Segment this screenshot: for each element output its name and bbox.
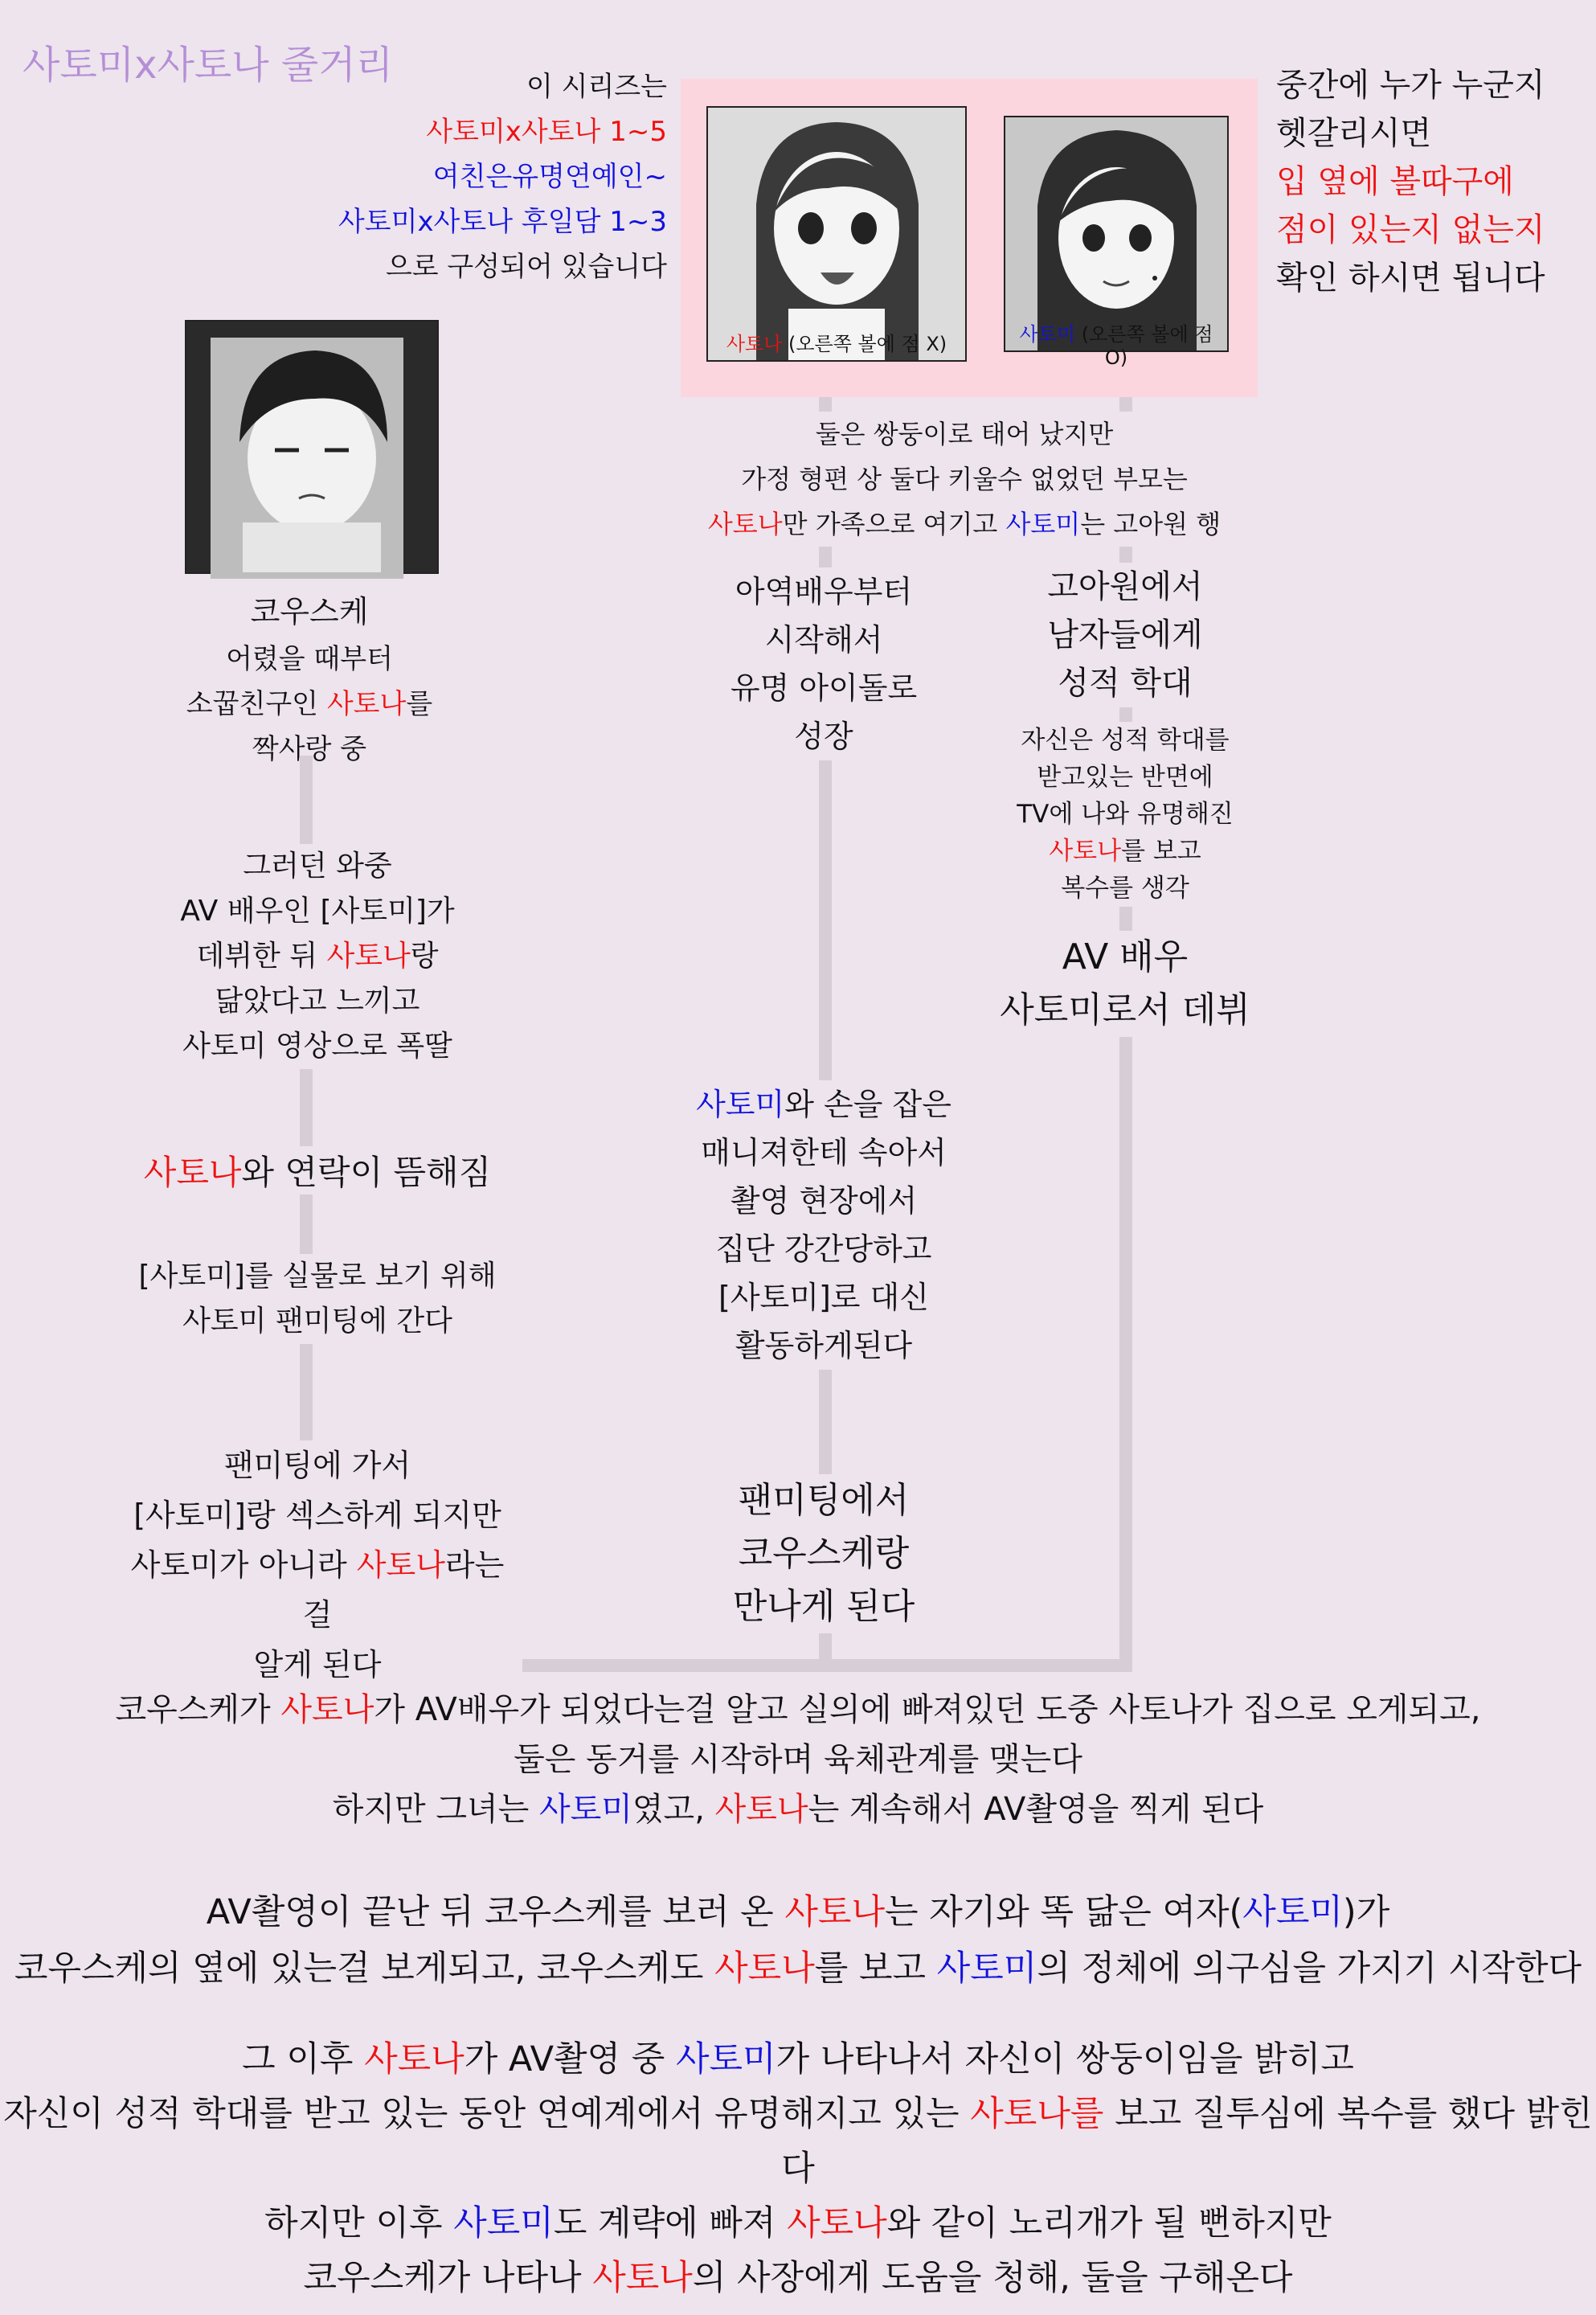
hint-line: 입 옆에 볼따구에 — [1276, 163, 1514, 200]
kousuke-block-line: 팬미팅에 가서 — [223, 1448, 411, 1483]
twin-portrait-panel — [681, 79, 1258, 397]
series-intro-line: 으로 구성되어 있습니다 — [385, 251, 667, 283]
satona-block-line: 활동하게된다 — [735, 1328, 913, 1363]
twins-line: 둘은 쌍둥이로 태어 났지만 — [815, 419, 1114, 449]
satona-portrait — [706, 106, 967, 362]
series-intro-line: 사토미x사토나 후일담 1~3 — [338, 206, 667, 238]
satomi-block-line: 자신은 성적 학대를 — [1021, 726, 1230, 755]
satomi-block-line: 남자들에게 — [1047, 617, 1203, 654]
satomi-block-2 — [980, 722, 1270, 907]
satona-portrait-image — [708, 108, 965, 360]
summary-line: 코우스케가 사토나가 AV배우가 되었다는걸 알고 실의에 빠져있던 도중 사토나가 집으로 오게되고, — [115, 1691, 1481, 1728]
satomi-block-line: TV에 나와 유명해진 — [1017, 800, 1234, 829]
identification-hint — [1276, 61, 1590, 302]
twins-backstory — [659, 412, 1270, 547]
kousuke-block-line: AV 배우인 [사토미]가 — [180, 895, 455, 928]
satomi-block-line: 사토나를 보고 — [1049, 837, 1201, 866]
kousuke-block-line: [사토미]랑 섹스하게 되지만 — [133, 1498, 501, 1533]
satona-caption-name: 사토나 — [726, 333, 783, 355]
hint-line: 헷갈리시면 — [1276, 115, 1432, 152]
summary-line: 자신이 성적 학대를 받고 있는 동안 연예계에서 유명해지고 있는 사토나를 보고 질투심에 복수를 했다 밝힌다 — [3, 2094, 1593, 2189]
summary-line: 그 이후 사토나가 AV촬영 중 사토미가 나타나서 자신이 쌍둥이임을 밝히고 — [242, 2039, 1354, 2079]
satona-block-line: 코우스케랑 — [738, 1533, 910, 1574]
summary-line: 하지만 이후 사토미도 계략에 빠져 사토나와 같이 노리개가 될 뻔하지만 — [264, 2203, 1332, 2243]
kousuke-block-line: 어렸을 때부터 — [226, 643, 393, 675]
kousuke-portrait-image — [186, 322, 437, 572]
kousuke-block-2 — [121, 844, 514, 1069]
satomi-block-3 — [988, 931, 1262, 1037]
satona-block-line: 촬영 현장에서 — [730, 1183, 918, 1219]
kousuke-block-line: 사토미가 아니라 사토나라는 걸 — [130, 1547, 505, 1633]
satomi-block-line: 사토미로서 데뷔 — [1000, 990, 1250, 1030]
series-intro-line: 여친은유명연예인~ — [432, 161, 667, 193]
satona-block-line: 아역배우부터 — [735, 574, 913, 609]
satona-block-3 — [691, 1474, 956, 1633]
summary-paragraph-1 — [0, 1685, 1596, 1834]
satona-block-line: 성장 — [794, 719, 853, 754]
satona-caption-note: (오른쪽 볼에 점 X) — [782, 333, 947, 355]
summary-line: 코우스케가 나타나 사토나의 사장에게 도움을 청해, 둘을 구해온다 — [303, 2258, 1293, 2298]
summary-paragraph-3 — [0, 2032, 1596, 2305]
satona-block-line: [사토미]로 대신 — [718, 1280, 929, 1315]
satona-block-line: 만나게 된다 — [732, 1586, 915, 1627]
satona-block-line: 시작해서 — [764, 622, 883, 658]
kousuke-block-line: 짝사랑 중 — [252, 733, 367, 765]
twins-line: 사토나만 가족으로 여기고 사토미는 고아원 행 — [707, 509, 1222, 539]
kousuke-block-4 — [121, 1254, 514, 1344]
satona-block-1 — [691, 567, 956, 760]
kousuke-name: 코우스케 — [250, 594, 369, 629]
satomi-block-line: 받고있는 반면에 — [1037, 763, 1213, 792]
kousuke-block-5 — [113, 1440, 522, 1690]
satona-block-line: 유명 아이돌로 — [730, 670, 918, 706]
hint-line: 확인 하시면 됩니다 — [1276, 260, 1545, 297]
satomi-caption-name: 사토미 — [1019, 323, 1076, 346]
satomi-block-line: 고아원에서 — [1047, 568, 1203, 605]
series-intro-line: 이 시리즈는 — [526, 71, 667, 103]
summary-paragraph-2 — [0, 1884, 1596, 1997]
summary-line: 둘은 동거를 시작하며 육체관계를 맺는다 — [514, 1741, 1082, 1778]
page-title: 사토미x사토나 줄거리 — [23, 43, 393, 88]
series-intro — [305, 64, 667, 289]
twins-line: 가정 형편 상 둘다 키울수 없었던 부모는 — [741, 464, 1188, 494]
kousuke-block-line: 닮았다고 느끼고 — [215, 985, 420, 1018]
satona-block-line: 팬미팅에서 — [738, 1480, 910, 1521]
kousuke-block-3: 사토나와 연락이 뜸해짐 — [121, 1146, 514, 1194]
kousuke-block-line: 소꿉친구인 사토나를 — [186, 688, 433, 720]
summary-line: AV촬영이 끝난 뒤 코우스케를 보러 온 사토나는 자기와 똑 닮은 여자(사토미)가 — [206, 1892, 1390, 1932]
kousuke-block-line: 사토미 팬미팅에 간다 — [182, 1305, 452, 1338]
satomi-block-1 — [996, 563, 1254, 707]
satomi-caption-note: (오른쪽 볼에 점 O) — [1075, 323, 1213, 369]
satomi-block-line: 복수를 생각 — [1061, 874, 1189, 903]
satomi-portrait-image — [1005, 117, 1227, 350]
kousuke-block-line: [사토미]를 실물로 보기 위해 — [138, 1260, 497, 1293]
satona-block-line: 집단 강간당하고 — [715, 1231, 932, 1267]
kousuke-portrait — [185, 320, 439, 574]
series-intro-line: 사토미x사토나 1~5 — [426, 116, 667, 148]
kousuke-block-line: 데뷔한 뒤 사토나랑 — [196, 940, 439, 973]
hint-line: 중간에 누가 누군지 — [1276, 67, 1545, 104]
kousuke-block-line: 알게 된다 — [253, 1647, 382, 1682]
satona-block-line: 매니져한테 속아서 — [701, 1135, 947, 1170]
hint-line: 점이 있는지 없는지 — [1276, 211, 1545, 248]
kousuke-block-line: 그러던 와중 — [243, 850, 392, 883]
satomi-block-line: 성적 학대 — [1058, 665, 1193, 702]
satona-block-line: 사토미와 손을 잡은 — [696, 1087, 951, 1122]
summary-line: 코우스케의 옆에 있는걸 보게되고, 코우스케도 사토나를 보고 사토미의 정체에 의구심을 가지기 시작한다 — [14, 1948, 1582, 1989]
satona-block-2 — [667, 1080, 980, 1370]
kousuke-block-1 — [145, 637, 474, 772]
kousuke-block-line: 사토미 영상으로 폭딸 — [182, 1030, 452, 1063]
satomi-block-line: AV 배우 — [1062, 936, 1189, 977]
satomi-portrait — [1004, 116, 1229, 369]
summary-line: 하지만 그녀는 사토미였고, 사토나는 계속해서 AV촬영을 찍게 된다 — [332, 1791, 1264, 1828]
